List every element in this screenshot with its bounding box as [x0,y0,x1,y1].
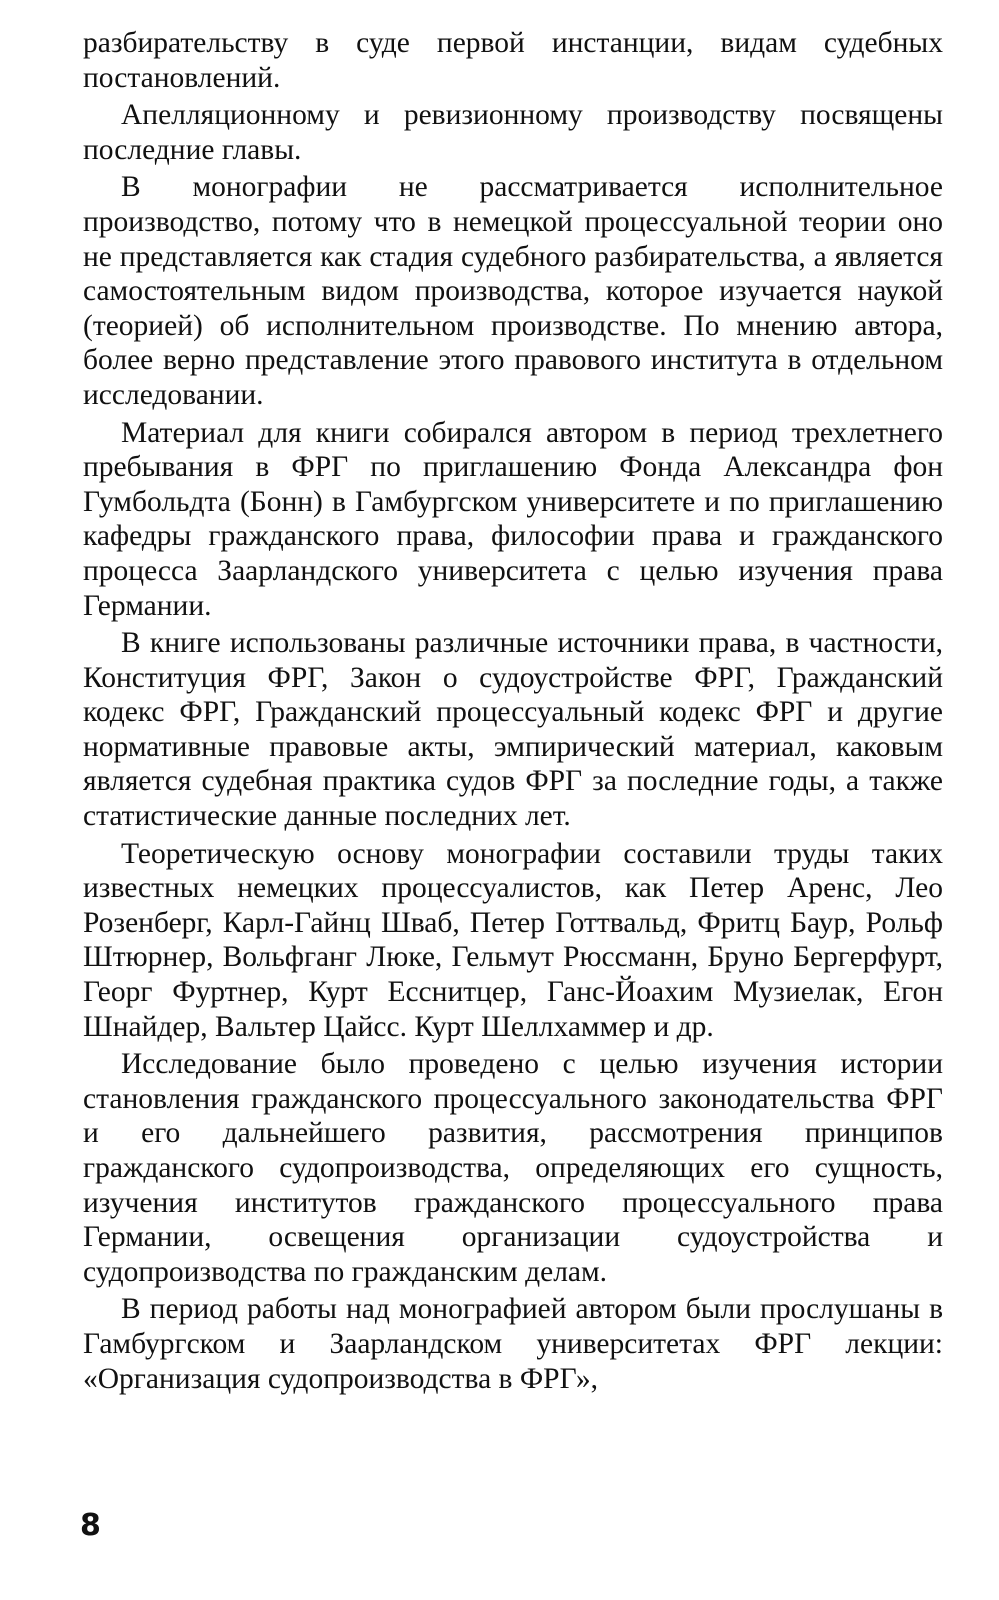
paragraph-theory: Теоретическую основу монографии составили труды таких известных немецких процессуалистов, как Петер Аренс, Лео Розенберг, Карл-Гайнц Шваб, Петер Готтвальд, Фритц Баур, Рольф Штюрнер, Вольфганг Люке, Гельмут Рюссманн, Бруно Бергерфурт, Георг Фуртнер, Курт Есснитцер, Ганс-Йоахим Музиелак, Егон Шнайдер, Вальтер Цайсс. Курт Шеллхаммер и др. [83,837,943,1043]
page-number: 8 [80,1508,101,1543]
body-text [83,26,943,1396]
paragraph-sources: В книге использованы различные источники права, в частности, Конституция ФРГ, Закон о судоустройстве ФРГ, Гражданский кодекс ФРГ, Гражданский процессуальный кодекс ФРГ и другие нормативные правовые акты, эмпирический материал, каковым является судебная практика судов ФРГ за последние годы, а также статистические данные последних лет. [83,627,943,833]
paragraph-lectures: В период работы над монографией автором были прослушаны в Гамбургском и Заарландском университетах ФРГ лекции: «Организация судопроизводства в ФРГ», [83,1293,943,1395]
paragraph-enforcement: В монографии не рассматривается исполнительное производство, потому что в немецкой процессуальной теории оно не представляется как стадия судебного разбирательства, а является самостоятельным видом производства, которое изучается наукой (теорией) об исполнительном производстве. По мнению автора, более верно представление этого правового института в отдельном исследовании. [83,171,943,411]
paragraph-research-goal: Исследование было проведено с целью изучения истории становления гражданского процессуального законодательства ФРГ и его дальнейшего развития, рассмотрения принципов гражданского судопроизводства, определяющих его сущность, изучения институтов гражданского процессуального права Германии, освещения организации судоустройства и судопроизводства по гражданским делам. [83,1048,943,1288]
paragraph-material: Материал для книги собирался автором в период трехлетнего пребывания в ФРГ по приглашению Фонда Александра фон Гумбольдта (Бонн) в Гамбургском университете и по приглашению кафедры гражданского права, философии права и гражданского процесса Заарландского университета с целью изучения права Германии. [83,416,943,622]
paragraph-continuation: разбирательству в суде первой инстанции, видам судебных постановлений. [83,27,943,94]
paragraph-appeal: Апелляционному и ревизионному производству посвящены последние главы. [83,99,943,166]
